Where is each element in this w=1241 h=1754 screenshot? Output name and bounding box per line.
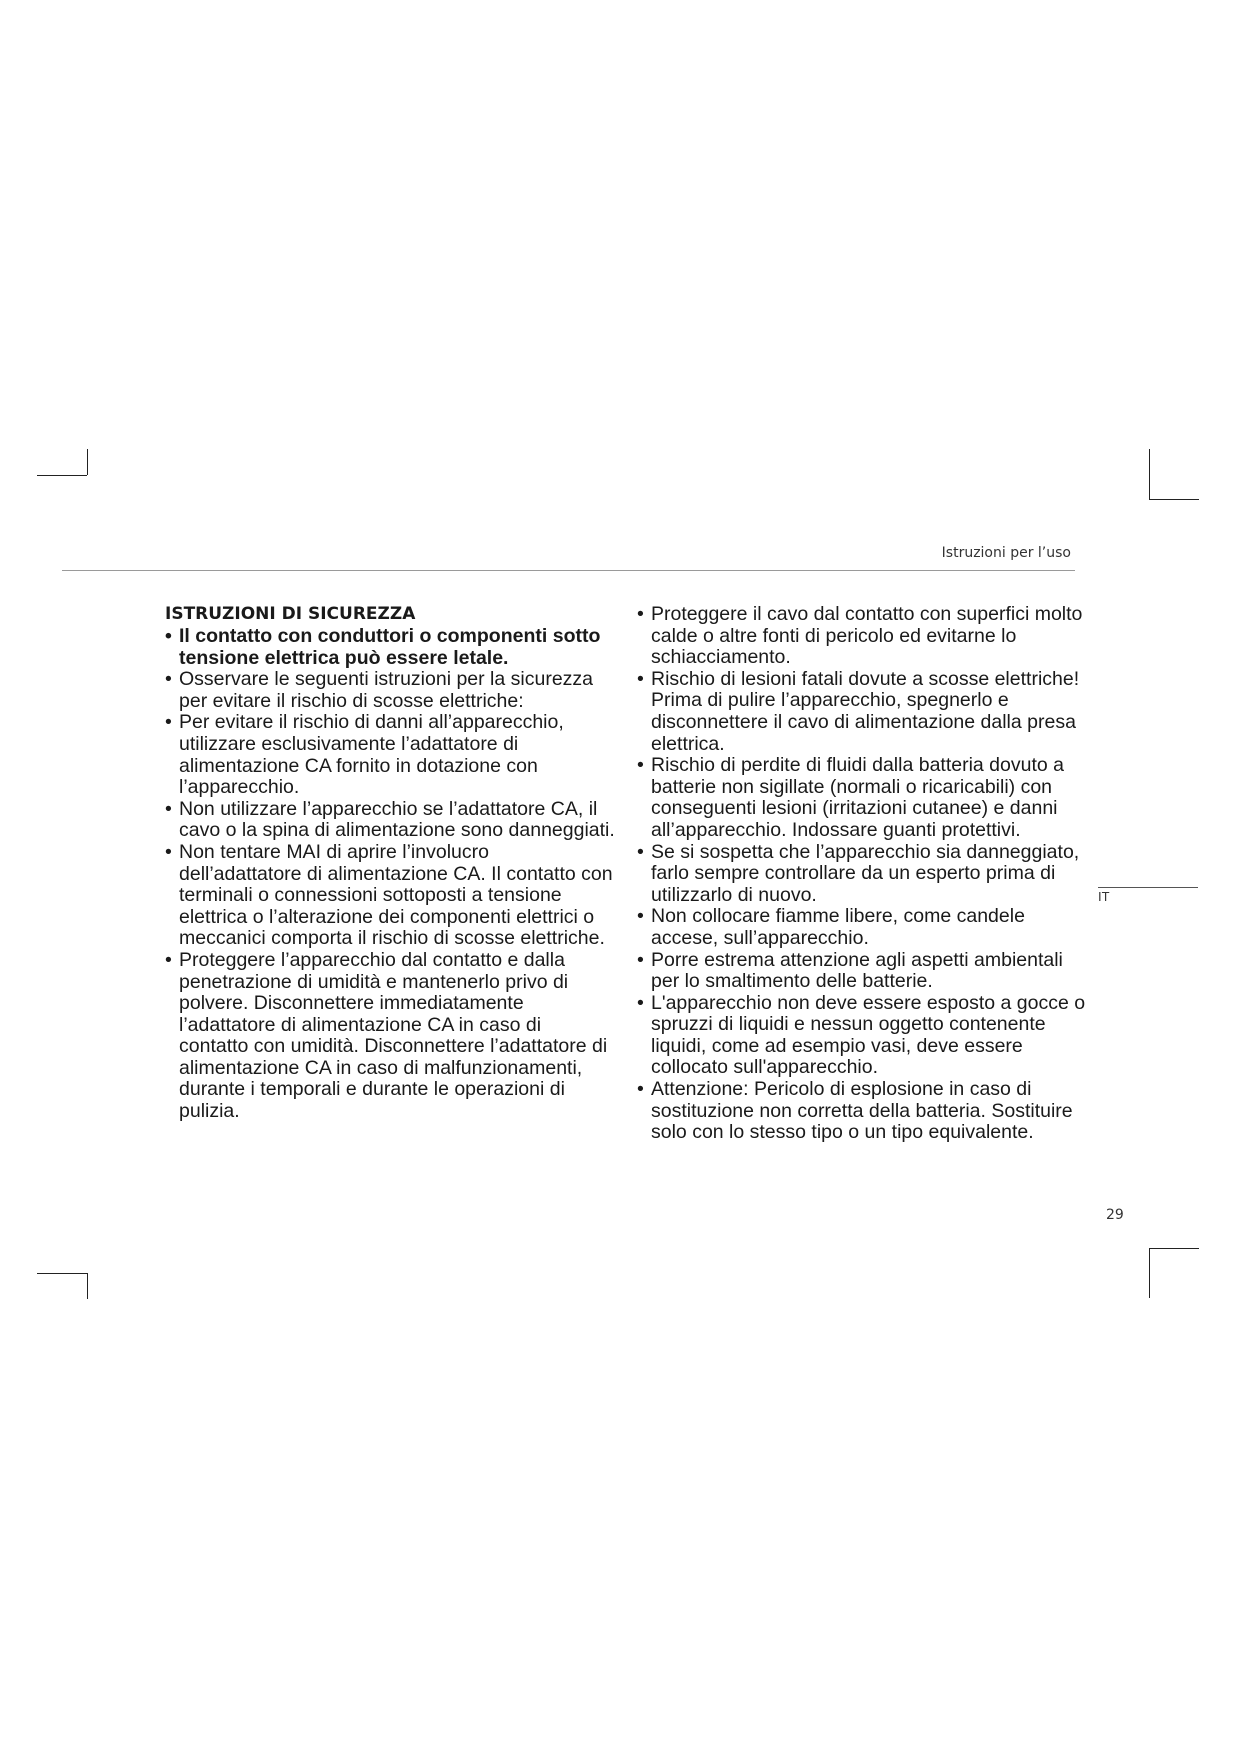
list-item: • Porre estrema attenzione agli aspetti ambientali per lo smaltimento delle batterie. (637, 950, 1087, 993)
page-number: 29 (1106, 1207, 1124, 1223)
list-item: • Se si sospetta che l’apparecchio sia danneggiato, farlo sempre controllare da un esperto prima di utilizzarlo di nuovo. (637, 842, 1087, 907)
list-item: • L'apparecchio non deve essere esposto a gocce o spruzzi di liquidi e nessun oggetto contenente liquidi, come ad esempio vasi, deve essere collocato sull'apparecchio. (637, 993, 1087, 1079)
list-item: • Non utilizzare l’apparecchio se l’adattatore CA, il cavo o la spina di alimentazione sono danneggiati. (165, 799, 615, 842)
list-item: • Proteggere l’apparecchio dal contatto e dalla penetrazione di umidità e mantenerlo privo di polvere. Disconnettere immediatamente l’adattatore di alimentazione CA in caso di contatto con umidità. Disconnettere l’adattatore di alimentazione CA in caso di malfunzionamenti, durante i temporali e durante le operazioni di pulizia. (165, 950, 615, 1123)
section-heading: ISTRUZIONI DI SICUREZZA (165, 604, 416, 624)
list-item: • Rischio di lesioni fatali dovute a scosse elettriche! Prima di pulire l’apparecchio, spegnerlo e disconnettere il cavo di alimentazione dalla presa elettrica. (637, 669, 1087, 755)
header-title: Istruzioni per l’uso (941, 545, 1071, 561)
list-item: • Osservare le seguenti istruzioni per la sicurezza per evitare il rischio di scosse elettriche: (165, 669, 615, 712)
language-tab-rule (1098, 887, 1198, 888)
list-item: • Il contatto con conduttori o componenti sotto tensione elettrica può essere letale. (165, 626, 615, 669)
list-item: • Non collocare fiamme libere, come candele accese, sull’apparecchio. (637, 906, 1087, 949)
list-item: • Attenzione: Pericolo di esplosione in caso di sostituzione non corretta della batteria. Sostituire solo con lo stesso tipo o un tipo equivalente. (637, 1079, 1087, 1144)
right-bullet-list (637, 604, 1087, 1144)
list-item: • Proteggere il cavo dal contatto con superfici molto calde o altre fonti di pericolo ed evitarne lo schiacciamento. (637, 604, 1087, 669)
list-item: • Non tentare MAI di aprire l’involucro dell’adattatore di alimentazione CA. Il contatto con terminali o connessioni sottoposti a tensione elettrica o l’alterazione dei componenti elettrici o meccanici comporta il rischio di scosse elettriche. (165, 842, 615, 950)
left-bullet-list (165, 626, 615, 1123)
right-column (637, 604, 1087, 1144)
list-item: • Per evitare il rischio di danni all’apparecchio, utilizzare esclusivamente l’adattatore di alimentazione CA fornito in dotazione con l’apparecchio. (165, 712, 615, 798)
left-column (165, 604, 615, 1123)
language-tab-label: IT (1098, 889, 1110, 904)
list-item: • Rischio di perdite di fluidi dalla batteria dovuto a batterie non sigillate (normali o ricaricabili) con conseguenti lesioni (irritazioni cutanee) e danni all’apparecchio. Indossare guanti protettivi. (637, 755, 1087, 841)
header-rule (62, 570, 1075, 571)
